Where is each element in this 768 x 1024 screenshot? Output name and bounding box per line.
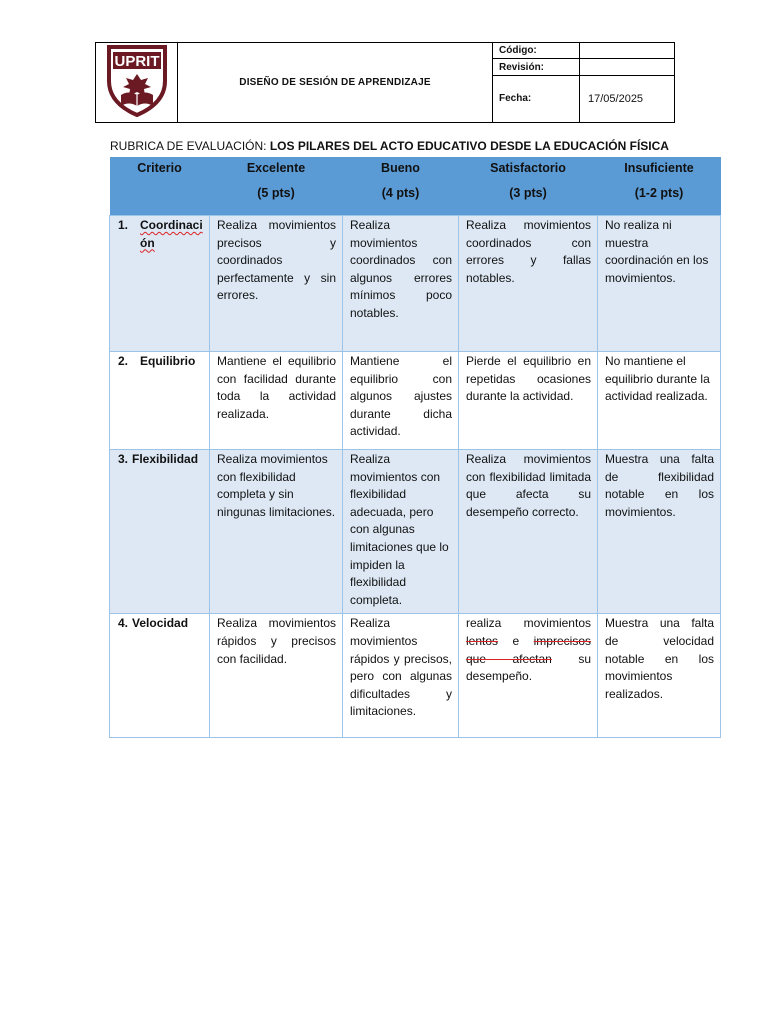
struck-word: lentos [466,633,499,648]
criterio-cell [110,352,210,450]
codigo-value [580,43,675,59]
col-pts: (4 pts) [381,186,420,200]
rubric-row-flexibilidad [110,450,721,614]
satisfactorio-cell [459,614,598,738]
excelente-cell: Realiza movimientos rápidos y precisos con facilidad. [210,614,343,738]
bueno-cell: Realiza movimientos con flexibilidad adecuada, pero con algunas limitaciones que lo impiden la flexibilidad completa. [343,450,459,614]
col-title: Insuficiente [624,161,694,175]
excelente-cell: Realiza movimientos precisos y coordinados perfectamente y sin errores. [210,216,343,352]
criterio-cell [110,614,210,738]
satisfactorio-cell: Pierde el equilibrio en repetidas ocasiones durante la actividad. [459,352,598,450]
uprit-logo-icon [105,43,169,117]
sat-text: e [498,633,534,648]
logo-cell [96,43,178,123]
col-header-bueno [343,157,459,216]
insuficiente-cell: No mantiene el equilibrio durante la actividad realizada. [598,352,721,450]
sat-text: su desempeño. [466,651,591,684]
document-header [95,42,675,123]
revision-label: Revisión: [493,59,580,75]
fecha-label: Fecha: [493,75,580,122]
criterio-number: 4. [118,616,129,631]
rubric-row-equilibrio [110,352,721,450]
sat-text: realiza movimientos [466,616,591,631]
criterio-name: Flexibilidad [132,452,199,466]
revision-value [580,59,675,75]
col-header-satisfactorio [459,157,598,216]
insuficiente-cell: No realiza ni muestra coordinación en los movimientos. [598,216,721,352]
fecha-value: 17/05/2025 [580,75,675,122]
satisfactorio-cell: Realiza movimientos coordinados con errores y fallas notables. [459,216,598,352]
col-title: Criterio [137,161,182,175]
excelente-cell: Mantiene el equilibrio con facilidad durante toda la actividad realizada. [210,352,343,450]
insuficiente-cell: Muestra una falta de velocidad notable en los movimientos realizados. [598,614,721,738]
rubric-row-coordinacion [110,216,721,352]
criterio-number: 1. [118,218,129,232]
bueno-cell: Realiza movimientos rápidos y precisos, pero con algunas dificultades y limitaciones. [343,614,459,738]
struck-word: que afectan [466,651,552,666]
rubric-row-velocidad [110,614,721,738]
rubric-heading [110,139,669,153]
col-title: Excelente [246,161,306,175]
codigo-label: Código: [493,43,580,59]
col-pts: (5 pts) [257,186,295,200]
rubric-table [109,157,721,738]
rubric-heading-title: LOS PILARES DEL ACTO EDUCATIVO DESDE LA EDUCACIÓN FÍSICA [269,139,669,153]
insuficiente-cell: Muestra una falta de flexibilidad notable en los movimientos. [598,450,721,614]
rubric-heading-label: RUBRICA DE EVALUACIÓN: [110,139,267,153]
criterio-name: Coordinación [140,218,203,250]
col-title: Bueno [381,161,420,175]
svg-text:UPRIT: UPRIT [114,53,159,70]
satisfactorio-cell: Realiza movimientos con flexibilidad limitada que afecta su desempeño correcto. [459,450,598,614]
rubric-header-row [110,157,721,216]
excelente-cell: Realiza movimientos con flexibilidad completa y sin ningunas limitaciones. [210,450,343,614]
col-header-criterio [110,157,210,216]
criterio-cell [110,216,210,352]
criterio-name: Equilibrio [140,354,196,368]
criterio-cell [110,450,210,614]
criterio-number: 2. [118,354,129,368]
col-header-excelente [210,157,343,216]
col-title: Satisfactorio [490,161,566,175]
struck-word: imprecisos [533,633,591,648]
criterio-number: 3. [118,452,129,466]
col-pts: (3 pts) [509,186,547,200]
col-pts: (1-2 pts) [634,186,684,200]
bueno-cell: Realiza movimientos coordinados con algunos errores mínimos poco notables. [343,216,459,352]
document-title: DISEÑO DE SESIÓN DE APRENDIZAJE [178,43,493,123]
bueno-cell: Mantiene el equilibrio con algunos ajustes durante dicha actividad. [343,352,459,450]
criterio-name: Velocidad [132,616,189,631]
col-header-insuficiente [598,157,721,216]
